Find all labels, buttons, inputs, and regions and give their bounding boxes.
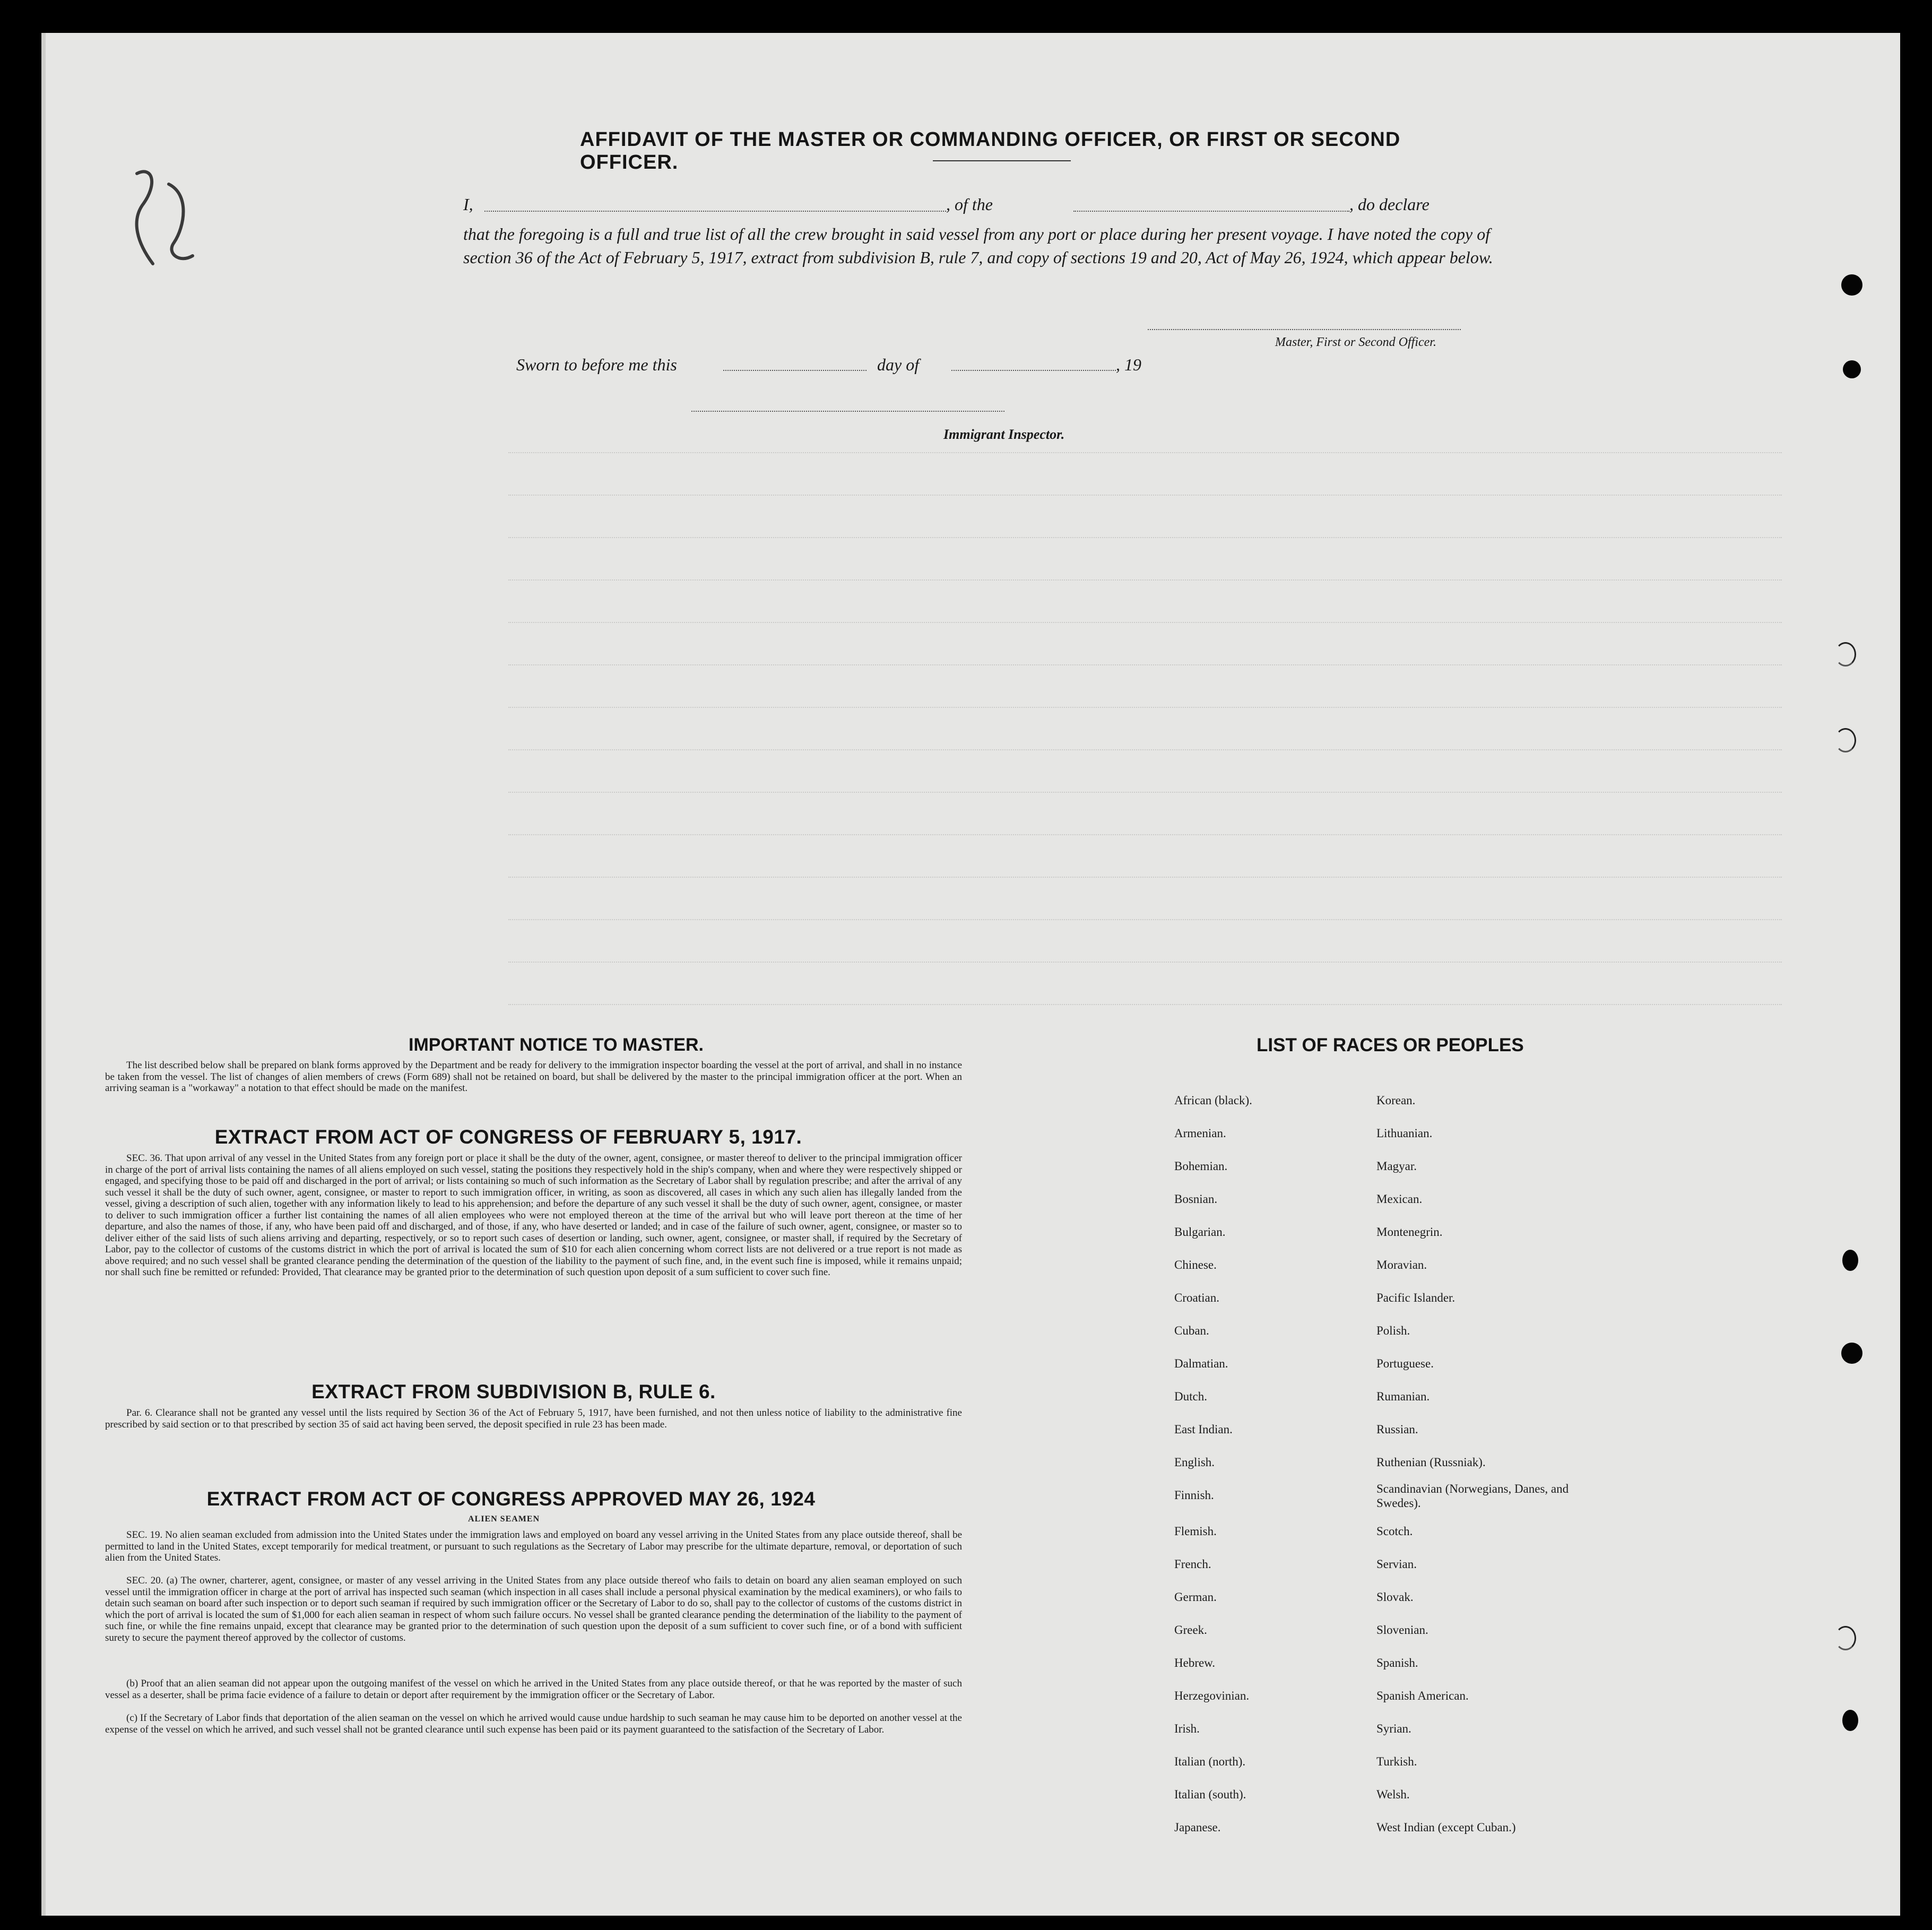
vessel-field-line (1073, 211, 1349, 212)
bleed-through-line (508, 452, 1782, 453)
punch-hole (1835, 642, 1856, 667)
extract-1924-sec20a: SEC. 20. (a) The owner, charterer, agent, consignee, or master of any vessel arriving in the United States from any place outside thereof who fails to detain on board any alien seaman employed on such vessel until the immigration officer in charge at the port of arrival has inspected such seaman (which inspection in all cases shall include a personal physical examination by the medical examiners), or who fails to detain such seaman on board after such inspection or to deport such seaman if required by such immigration officer or the Secretary of Labor to do so, shall pay to the collector of customs of the customs district in which the port of arrival is located the sum of $1,000 for each alien seaman in respect of whom such failure occurs. No vessel shall be granted clearance pending the determination of the liability to the payment of such fine, or while the fine remains unpaid, except that clearance may be granted prior to the determination of such question upon the deposit of a sum sufficient to cover such fine, or of a bond with sufficient surety to secure the payment thereof approved by the collector of customs. (105, 1575, 962, 1643)
race-item: Dutch. (1174, 1390, 1207, 1403)
race-item: Ruthenian (Russniak). (1376, 1456, 1486, 1469)
title-underline (933, 160, 1071, 161)
race-item: Slovak. (1376, 1590, 1414, 1604)
race-item: Flemish. (1174, 1525, 1217, 1538)
master-signature-line (1148, 329, 1461, 330)
race-item: Japanese. (1174, 1821, 1221, 1834)
extract-1924-sec20c: (c) If the Secretary of Labor finds that deportation of the alien seaman on the vessel on which he arrived would cause undue hardship to such seaman he may cause him to be deported on another vessel at the expense of the vessel on which he arrived, and such vessel shall not be granted clearance until such expense has been paid or its payment guaranteed to the satisfaction of the Secretary of Labor. (105, 1712, 962, 1735)
race-item: Italian (south). (1174, 1788, 1246, 1801)
bleed-through-line (508, 495, 1782, 496)
race-item: Irish. (1174, 1722, 1200, 1735)
race-item: Dalmatian. (1174, 1357, 1228, 1370)
bleed-through-line (508, 834, 1782, 835)
notice-text: The list described below shall be prepared on blank forms approved by the Department and be ready for delivery to the immigration inspector boarding the vessel at the port of arrival, and shall in no instance be taken from the vessel. The list of changes of alien members of crews (Form 689) shall not be retained on board, but shall be delivered by the master to the principal immigration officer at the port. When an arriving seaman is a "workaway" a notation to that effect should be made on the manifest. (105, 1060, 962, 1094)
race-item: Spanish American. (1376, 1689, 1469, 1702)
punch-hole (1842, 1710, 1858, 1731)
race-item: Lithuanian. (1376, 1127, 1433, 1140)
affidavit-do-declare: , do declare (1349, 195, 1429, 214)
manifest-page (41, 33, 1900, 1916)
punch-hole (1835, 728, 1856, 752)
race-item: Scotch. (1376, 1525, 1413, 1538)
notice-title: IMPORTANT NOTICE TO MASTER. (409, 1035, 704, 1055)
bleed-through-line (508, 1004, 1782, 1005)
alien-seamen-subtitle: ALIEN SEAMEN (468, 1514, 540, 1524)
race-item: West Indian (except Cuban.) (1376, 1821, 1516, 1834)
inspector-label: Immigrant Inspector. (943, 427, 1065, 442)
rule-6-title: EXTRACT FROM SUBDIVISION B, RULE 6. (311, 1381, 716, 1403)
race-item: Herzegovinian. (1174, 1689, 1250, 1702)
race-item: Cuban. (1174, 1324, 1209, 1337)
race-item: Slovenian. (1376, 1623, 1428, 1637)
bleed-through-line (508, 664, 1782, 665)
bleed-through-line (508, 919, 1782, 920)
affidavit-statement: that the foregoing is a full and true list of all the crew brought in said vessel from any port or place during her present voyage. I have noted the copy of section 36 of the Act of February 5, 1917, extract from subdivision B, rule 7, and copy of sections 19 and 20, Act of May 26, 1924, which appear below. (463, 224, 1493, 267)
race-item: Bosnian. (1174, 1192, 1218, 1206)
punch-hole (1842, 1250, 1858, 1271)
race-item: Montenegrin. (1376, 1225, 1443, 1239)
affidavit-title: AFFIDAVIT OF THE MASTER OR COMMANDING OFFICER, OR FIRST OR SECOND OFFICER. (580, 128, 1401, 174)
race-item: East Indian. (1174, 1423, 1233, 1436)
affidavit-i-label: I, (463, 195, 473, 214)
affidavit-of-the-label: , of the (946, 195, 993, 214)
punch-hole (1841, 274, 1862, 296)
race-item: Greek. (1174, 1623, 1207, 1637)
race-item: Hebrew. (1174, 1656, 1216, 1669)
sworn-day-line (723, 370, 867, 371)
race-item: Rumanian. (1376, 1390, 1430, 1403)
race-item: German. (1174, 1590, 1217, 1604)
sworn-label: Sworn to before me this (516, 355, 677, 374)
race-item: Finnish. (1174, 1488, 1214, 1502)
race-item: African (black). (1174, 1094, 1252, 1107)
extract-1924-sec20b: (b) Proof that an alien seaman did not appear upon the outgoing manifest of the vessel on which he arrived in the United States from any place outside thereof, or that he was reported by the master of such vessel as a deserter, shall be prima facie evidence of a failure to detain or deport after requirement by the immigration officer or the Secretary of Labor. (105, 1678, 962, 1701)
bleed-through-line (508, 792, 1782, 793)
punch-hole (1843, 360, 1861, 378)
race-item: Bulgarian. (1174, 1225, 1226, 1239)
bleed-through-line (508, 579, 1782, 581)
race-item: Chinese. (1174, 1258, 1217, 1271)
race-item: French. (1174, 1557, 1211, 1571)
punch-hole (1835, 1626, 1856, 1650)
race-item: Portuguese. (1376, 1357, 1434, 1370)
year-label: , 19 (1116, 355, 1141, 374)
punch-hole (1841, 1343, 1862, 1364)
bleed-through-line (508, 622, 1782, 623)
extract-1917-title: EXTRACT FROM ACT OF CONGRESS OF FEBRUARY 5, 1917. (214, 1126, 802, 1148)
race-item: Magyar. (1376, 1159, 1417, 1173)
bleed-through-line (508, 877, 1782, 878)
bleed-through-line (508, 749, 1782, 750)
race-item: Moravian. (1376, 1258, 1427, 1271)
race-item: Pacific Islander. (1376, 1291, 1456, 1304)
race-item: Servian. (1376, 1557, 1417, 1571)
bleed-through-line (508, 537, 1782, 538)
bleed-through-line (508, 707, 1782, 708)
race-item: Syrian. (1376, 1722, 1411, 1735)
handwritten-mark (121, 163, 201, 274)
race-item: Bohemian. (1174, 1159, 1228, 1173)
inspector-signature-line (691, 411, 1004, 412)
races-title: LIST OF RACES OR PEOPLES (1257, 1035, 1524, 1055)
day-of-label: day of (877, 355, 920, 374)
race-item: Turkish. (1376, 1755, 1417, 1768)
bleed-through-line (508, 962, 1782, 963)
race-item: Armenian. (1174, 1127, 1226, 1140)
race-item: English. (1174, 1456, 1215, 1469)
race-item: Spanish. (1376, 1656, 1418, 1669)
race-item: Scandinavian (Norwegians, Danes, and Swedes). (1376, 1482, 1569, 1510)
extract-1917-text: SEC. 36. That upon arrival of any vessel in the United States from any foreign port or place it shall be the duty of the owner, agent, consignee, or master thereof to deliver to the principal immigration officer in charge of the port of arrival lists containing the names of all aliens employed on such vessel, stating the positions they respectively hold in the ship's company, when and where they were respectively shipped or engaged, and specifying those to be paid off and discharged in the port of arrival; or lists containing so much of such information as the Secretary of Labor shall by regulation prescribe; and after the arrival of any such vessel it shall be the duty of such owner, agent, consignee, or master to report to such immigration officer, in writing, as soon as discovered, all cases in which any such alien has illegally landed from the vessel, giving a description of such alien, together with any information likely to lead to his apprehension; and before the departure of any such vessel it shall be the duty of such owner, agent, consignee, or master to deliver to such immigration officer a further list containing the names of all alien employees who were not employed thereon at the time of the arrival but who will leave port thereon at the time of her departure, and also the names of those, if any, who have been paid off and discharged, and of those, if any, who have deserted or landed; and in case of the failure of such owner, agent, consignee, or master so to deliver either of the said lists of such aliens arriving and departing, respectively, or so to report such cases of desertion or landing, such owner, agent, consignee, or master shall, if required by the Secretary of Labor, pay to the collector of customs of the customs district in which the port of arrival is located the sum of $10 for each alien concerning whom correct lists are not delivered or a true report is not made as above required; and no such vessel shall be granted clearance pending the determination of the question of the liability to the payment of such fine, and, in the event such fine is imposed, while it remains unpaid; nor shall such fine be remitted or refunded: Provided, That clearance may be granted prior to the determination of such question upon deposit of a sum sufficient to cover such fine. (105, 1153, 962, 1278)
name-field-line (484, 211, 946, 212)
race-item: Russian. (1376, 1423, 1418, 1436)
page-edge (41, 33, 46, 1916)
sworn-month-line (951, 370, 1116, 371)
race-item: Welsh. (1376, 1788, 1410, 1801)
race-item: Polish. (1376, 1324, 1410, 1337)
race-item: Korean. (1376, 1094, 1416, 1107)
race-item: Croatian. (1174, 1291, 1219, 1304)
extract-1924-title: EXTRACT FROM ACT OF CONGRESS APPROVED MAY 26, 1924 (206, 1488, 816, 1510)
race-item: Mexican. (1376, 1192, 1423, 1206)
rule-6-text: Par. 6. Clearance shall not be granted any vessel until the lists required by Section 36 of the Act of February 5, 1917, have been furnished, and not then unless notice of liability to the administrative fine prescribed by said section or to that prescribed by section 35 of said act having been served, the deposit specified in rule 23 has been made. (105, 1407, 962, 1430)
master-label: Master, First or Second Officer. (1275, 335, 1436, 349)
extract-1924-sec19: SEC. 19. No alien seaman excluded from admission into the United States under the immigration laws and employed on board any vessel arriving in the United States from any place outside thereof, shall be permitted to land in the United States, except temporarily for medical treatment, or pursuant to such regulations as the Secretary of Labor may prescribe for the ultimate departure, removal, or deportation of such alien from the United States. (105, 1529, 962, 1563)
race-item: Italian (north). (1174, 1755, 1246, 1768)
